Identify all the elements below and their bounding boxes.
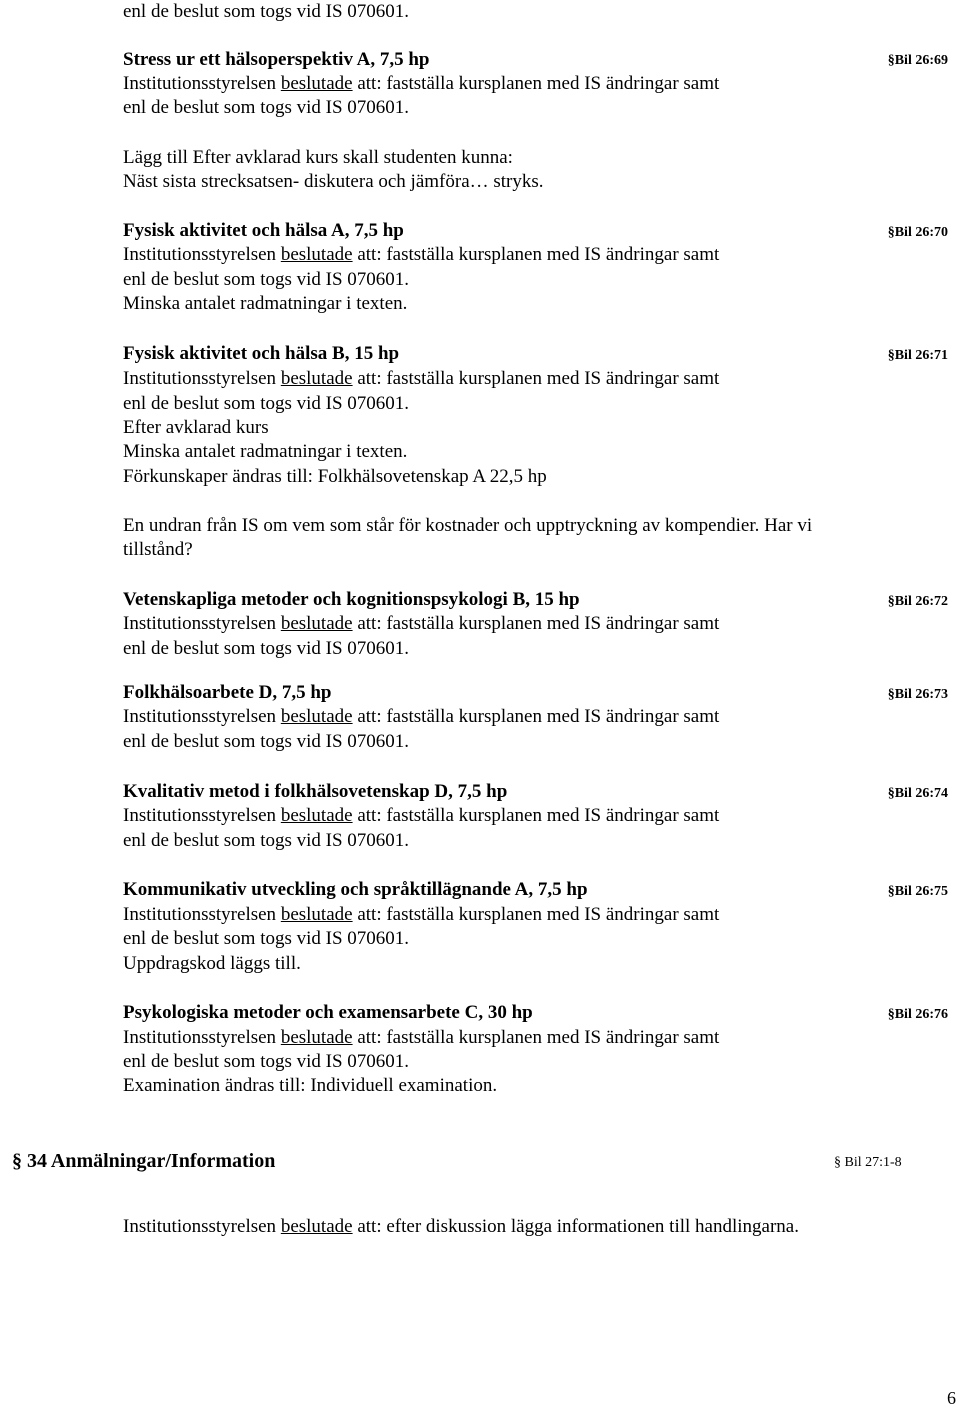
decision-date-line: enl de beslut som togs vid IS 070601. — [123, 638, 410, 659]
course-title: Psykologiska metoder och examensarbete C, 30 hp — [123, 1002, 533, 1023]
attachment-ref: §Bil 26:69 — [887, 53, 948, 68]
course-note: Efter avklarad kurs — [123, 417, 269, 438]
decision-line: Institutionsstyrelsen beslutade att: fastställa kursplanen med IS ändringar samt — [123, 904, 720, 925]
attachment-ref: §Bil 26:71 — [887, 348, 948, 363]
section-mark: § — [887, 786, 895, 801]
section-mark: § — [887, 348, 895, 363]
course-note: Minska antalet radmatningar i texten. — [123, 293, 408, 314]
section-mark: § — [834, 1155, 841, 1170]
course-note: Minska antalet radmatningar i texten. — [123, 441, 408, 462]
attachment-ref: §Bil 26:73 — [887, 687, 948, 702]
top-carryover-line: enl de beslut som togs vid IS 070601. — [123, 1, 410, 22]
attachment-ref: §Bil 26:70 — [887, 225, 948, 240]
attachment-ref: § Bil 27:1-8 — [834, 1155, 902, 1170]
attachment-ref: §Bil 26:76 — [887, 1007, 948, 1022]
is-question-line: En undran från IS om vem som står för kostnader och upptryckning av kompendier. Har vi — [123, 515, 813, 536]
section-mark: § — [12, 1150, 22, 1172]
decision-date-line: enl de beslut som togs vid IS 070601. — [123, 928, 410, 949]
is-question-line: tillstånd? — [123, 539, 193, 560]
section-mark: § — [887, 225, 895, 240]
course-title: Kommunikativ utveckling och språktillägnande A, 7,5 hp — [123, 879, 588, 900]
course-note: Näst sista strecksatsen- diskutera och jämföra… stryks. — [123, 171, 544, 192]
decision-date-line: enl de beslut som togs vid IS 070601. — [123, 269, 410, 290]
decision-line: Institutionsstyrelsen beslutade att: fastställa kursplanen med IS ändringar samt — [123, 73, 720, 94]
attachment-ref: §Bil 26:74 — [887, 786, 948, 801]
section-mark: § — [887, 884, 895, 899]
decision-date-line: enl de beslut som togs vid IS 070601. — [123, 830, 410, 851]
course-title: Kvalitativ metod i folkhälsovetenskap D, 7,5 hp — [123, 781, 508, 802]
course-title: Vetenskapliga metoder och kognitionspsykologi B, 15 hp — [123, 589, 580, 610]
course-note: Uppdragskod läggs till. — [123, 953, 301, 974]
course-title: Fysisk aktivitet och hälsa A, 7,5 hp — [123, 220, 404, 241]
course-title: Folkhälsoarbete D, 7,5 hp — [123, 682, 332, 703]
attachment-ref: §Bil 26:75 — [887, 884, 948, 899]
decision-line: Institutionsstyrelsen beslutade att: fastställa kursplanen med IS ändringar samt — [123, 613, 720, 634]
section-mark: § — [887, 594, 895, 609]
section-mark: § — [887, 53, 895, 68]
decision-date-line: enl de beslut som togs vid IS 070601. — [123, 731, 410, 752]
decision-line: Institutionsstyrelsen beslutade att: fastställa kursplanen med IS ändringar samt — [123, 706, 720, 727]
course-note: Examination ändras till: Individuell examination. — [123, 1075, 498, 1096]
decision-date-line: enl de beslut som togs vid IS 070601. — [123, 1051, 410, 1072]
course-title: Fysisk aktivitet och hälsa B, 15 hp — [123, 343, 400, 364]
decision-line: Institutionsstyrelsen beslutade att: fastställa kursplanen med IS ändringar samt — [123, 368, 720, 389]
decision-line: Institutionsstyrelsen beslutade att: fastställa kursplanen med IS ändringar samt — [123, 1027, 720, 1048]
decision-date-line: enl de beslut som togs vid IS 070601. — [123, 97, 410, 118]
section-mark: § — [887, 687, 895, 702]
course-title: Stress ur ett hälsoperspektiv A, 7,5 hp — [123, 49, 430, 70]
attachment-ref: §Bil 26:72 — [887, 594, 948, 609]
decision-line: Institutionsstyrelsen beslutade att: fastställa kursplanen med IS ändringar samt — [123, 244, 720, 265]
decision-line: Institutionsstyrelsen beslutade att: fastställa kursplanen med IS ändringar samt — [123, 805, 720, 826]
section-heading: § 34 Anmälningar/Information — [12, 1150, 276, 1172]
section-mark: § — [887, 1007, 895, 1022]
decision-line: Institutionsstyrelsen beslutade att: efter diskussion lägga informationen till handlingarna. — [123, 1216, 799, 1237]
page-number: 6 — [947, 1388, 956, 1408]
decision-date-line: enl de beslut som togs vid IS 070601. — [123, 393, 410, 414]
course-note: Förkunskaper ändras till: Folkhälsovetenskap A 22,5 hp — [123, 466, 547, 487]
course-note: Lägg till Efter avklarad kurs skall studenten kunna: — [123, 147, 513, 168]
